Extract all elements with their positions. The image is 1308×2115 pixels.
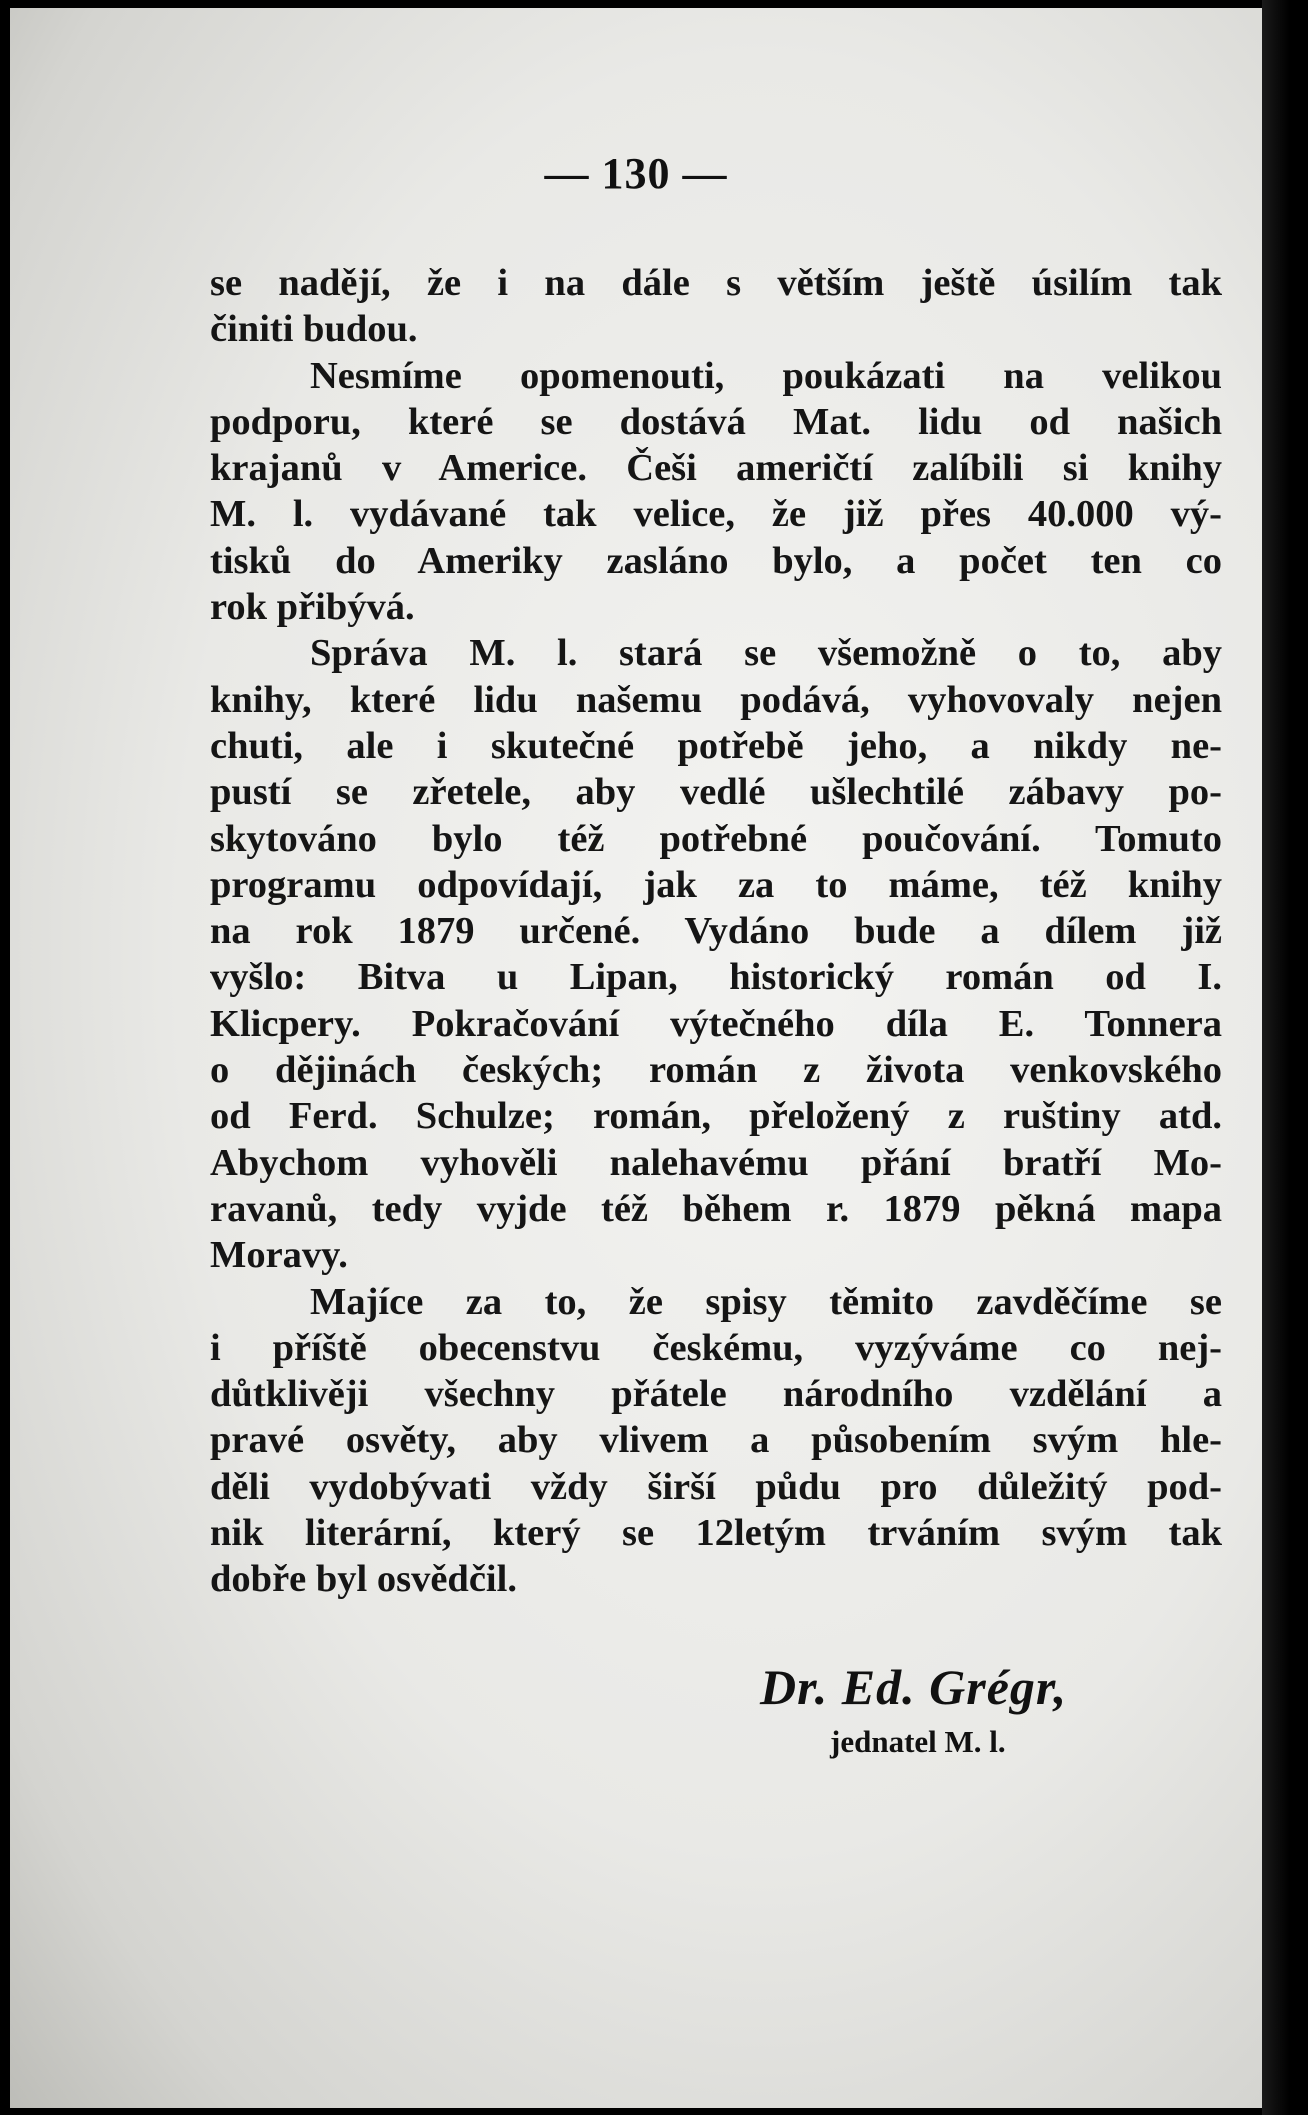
text-line: podporu, které se dostává Mat. lidu od našich	[210, 400, 1222, 443]
text-line: Abychom vyhověli nalehavému přání bratří Mo-	[210, 1141, 1222, 1184]
text-line: se nadějí, že i na dále s větším ještě úsilím tak	[210, 262, 1222, 304]
text-line: dobře byl osvědčil.	[210, 1558, 517, 1601]
text-line: děli vydobývati vždy širší půdu pro důležitý pod-	[210, 1465, 1222, 1508]
text-line: od Ferd. Schulze; román, přeložený z ruštiny atd.	[210, 1095, 1222, 1138]
text-line: knihy, které lidu našemu podává, vyhovovaly nejen	[210, 678, 1222, 721]
book-page	[10, 8, 1262, 2108]
text-line: pravé osvěty, aby vlivem a působením svým hle-	[210, 1419, 1222, 1462]
text-line: programu odpovídají, jak za to máme, též knihy	[210, 863, 1222, 906]
text-line: vyšlo: Bitva u Lipan, historický román od I.	[210, 956, 1222, 999]
page-edge-shadow	[1262, 0, 1308, 2115]
text-line: chuti, ale i skutečné potřebě jeho, a nikdy ne-	[210, 724, 1222, 767]
text-line: krajanů v Americe. Češi američtí zalíbili si knihy	[210, 447, 1222, 490]
page-number: — 130 —	[544, 149, 728, 198]
text-line: činiti budou.	[210, 308, 418, 351]
text-line: Správa M. l. stará se všemožně o to, aby	[310, 632, 1222, 675]
text-line: Nesmíme opomenouti, poukázati na velikou	[310, 354, 1222, 397]
text-line: ravanů, tedy vyjde též během r. 1879 pěkná mapa	[210, 1187, 1222, 1230]
text-line: i příště obecenstvu českému, vyzýváme co nej-	[210, 1326, 1222, 1369]
text-line: důtklivěji všechny přátele národního vzdělání a	[210, 1373, 1222, 1416]
text-line: rok přibývá.	[210, 586, 415, 629]
text-line: tisků do Ameriky zasláno bylo, a počet ten co	[210, 539, 1222, 582]
text-line: Klicpery. Pokračování výtečného díla E. Tonnera	[210, 1002, 1222, 1045]
text-line: Majíce za to, že spisy těmito zavděčíme se	[310, 1280, 1222, 1323]
text-line: M. l. vydávané tak velice, že již přes 40.000 vý-	[210, 493, 1222, 536]
body-text	[210, 260, 1222, 1603]
text-line: skytováno bylo též potřebné poučování. Tomuto	[210, 817, 1222, 860]
text-line: na rok 1879 určené. Vydáno bude a dílem již	[210, 910, 1222, 953]
text-line: pustí se zřetele, aby vedlé ušlechtilé zábavy po-	[210, 771, 1222, 814]
signature-role: jednatel M. l.	[830, 1724, 1006, 1759]
text-line: o dějinách českých; román z života venkovského	[210, 1049, 1222, 1092]
text-line: nik literární, který se 12letým trváním svým tak	[210, 1512, 1222, 1555]
text-line: Moravy.	[210, 1234, 348, 1277]
signature-name: Dr. Ed. Grégr,	[760, 1659, 1068, 1715]
